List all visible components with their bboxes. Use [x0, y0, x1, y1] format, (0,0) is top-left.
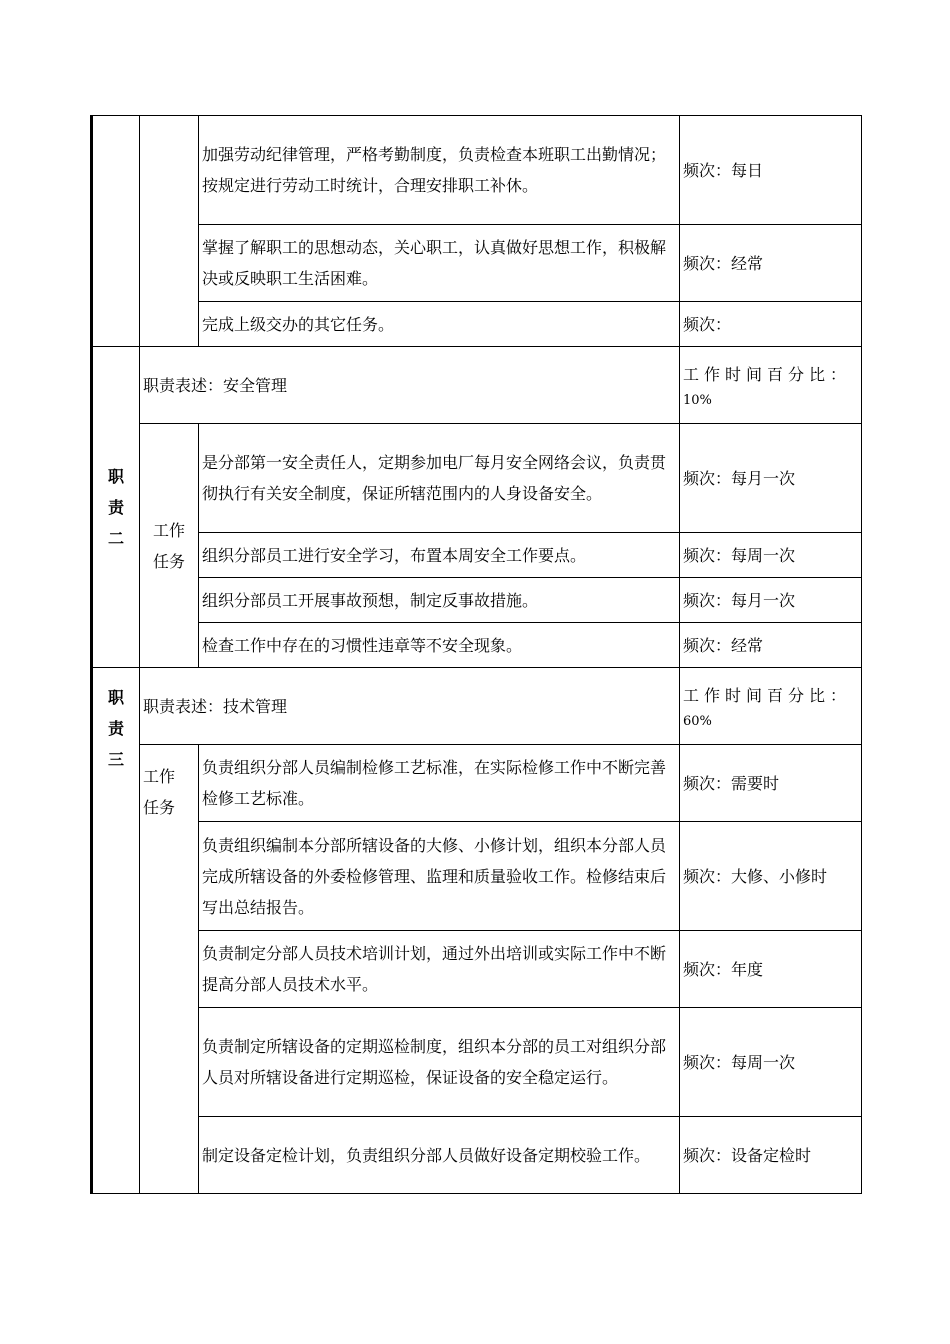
label-char: 职: [107, 466, 124, 486]
percentage-label: 工作时间百分比：: [683, 364, 852, 384]
task-text: 负责制定分部人员技术培训计划，通过外出培训或实际工作中不断提高分部人员技术水平。: [199, 931, 680, 1008]
section1-label-cell: [92, 116, 140, 347]
table-row: [92, 1008, 862, 1117]
task-frequency: 频次：每周一次: [680, 533, 862, 578]
task-text: 掌握了解职工的思想动态，关心职工，认真做好思想工作，积极解决或反映职工生活困难。: [199, 225, 680, 302]
section3-worktask-label: [140, 745, 199, 1194]
task-frequency: 频次：每月一次: [680, 424, 862, 533]
table-row: [92, 578, 862, 623]
task-text: 负责组织分部人员编制检修工艺标准，在实际检修工作中不断完善检修工艺标准。: [199, 745, 680, 822]
percentage-value: 60%: [683, 713, 712, 729]
task-frequency: 频次：需要时: [680, 745, 862, 822]
table-row: [92, 931, 862, 1008]
label-char: 三: [107, 750, 124, 769]
duty-table: [90, 115, 862, 1194]
label-char: 责: [107, 719, 124, 738]
task-text: 负责组织编制本分部所辖设备的大修、小修计划，组织本分部人员完成所辖设备的外委检修管理、监理和质量验收工作。检修结束后写出总结报告。: [199, 822, 680, 931]
section2-percentage: [680, 347, 862, 424]
table-row: [92, 347, 862, 424]
task-frequency: 频次：每月一次: [680, 578, 862, 623]
task-text: 完成上级交办的其它任务。: [199, 302, 680, 347]
section3-label: [92, 668, 140, 1194]
task-frequency: 频次：每周一次: [680, 1008, 862, 1117]
table-row: [92, 822, 862, 931]
percentage-label: 工作时间百分比：: [683, 685, 852, 705]
task-frequency: 频次：每日: [680, 116, 862, 225]
section2-label: [92, 347, 140, 668]
task-text: 检查工作中存在的习惯性违章等不安全现象。: [199, 623, 680, 668]
task-text: 制定设备定检计划，负责组织分部人员做好设备定期校验工作。: [199, 1117, 680, 1194]
section3-description: 职责表述：技术管理: [140, 668, 680, 745]
task-text: 是分部第一安全责任人，定期参加电厂每月安全网络会议，负责贯彻执行有关安全制度，保证所辖范围内的人身设备安全。: [199, 424, 680, 533]
section3-percentage: [680, 668, 862, 745]
task-frequency: 频次：大修、小修时: [680, 822, 862, 931]
worktask-line: 任务: [143, 798, 176, 817]
worktask-line: 工作: [143, 767, 176, 786]
table-row: [92, 424, 862, 533]
table-row: [92, 1117, 862, 1194]
task-text: 组织分部员工开展事故预想，制定反事故措施。: [199, 578, 680, 623]
table-row: [92, 302, 862, 347]
table-row: [92, 533, 862, 578]
label-char: 职: [107, 688, 124, 707]
label-char: 责: [107, 497, 124, 517]
table-row: [92, 623, 862, 668]
task-frequency: 频次：经常: [680, 225, 862, 302]
task-text: 组织分部员工进行安全学习，布置本周安全工作要点。: [199, 533, 680, 578]
section1-worktask-cell: [140, 116, 199, 347]
worktask-line: 任务: [152, 551, 185, 571]
table-row: [92, 116, 862, 225]
table-row: [92, 668, 862, 745]
percentage-value: 10%: [683, 392, 712, 408]
label-char: 二: [107, 528, 124, 548]
table-row: [92, 225, 862, 302]
task-frequency: 频次：年度: [680, 931, 862, 1008]
task-text: 负责制定所辖设备的定期巡检制度，组织本分部的员工对组织分部人员对所辖设备进行定期巡检，保证设备的安全稳定运行。: [199, 1008, 680, 1117]
section2-worktask-label: [140, 424, 199, 668]
task-text: 加强劳动纪律管理，严格考勤制度，负责检查本班职工出勤情况；按规定进行劳动工时统计，合理安排职工补休。: [199, 116, 680, 225]
worktask-line: 工作: [152, 520, 185, 540]
task-frequency: 频次：经常: [680, 623, 862, 668]
task-frequency: 频次：: [680, 302, 862, 347]
table-row: [92, 745, 862, 822]
section2-description: 职责表述：安全管理: [140, 347, 680, 424]
task-frequency: 频次：设备定检时: [680, 1117, 862, 1194]
